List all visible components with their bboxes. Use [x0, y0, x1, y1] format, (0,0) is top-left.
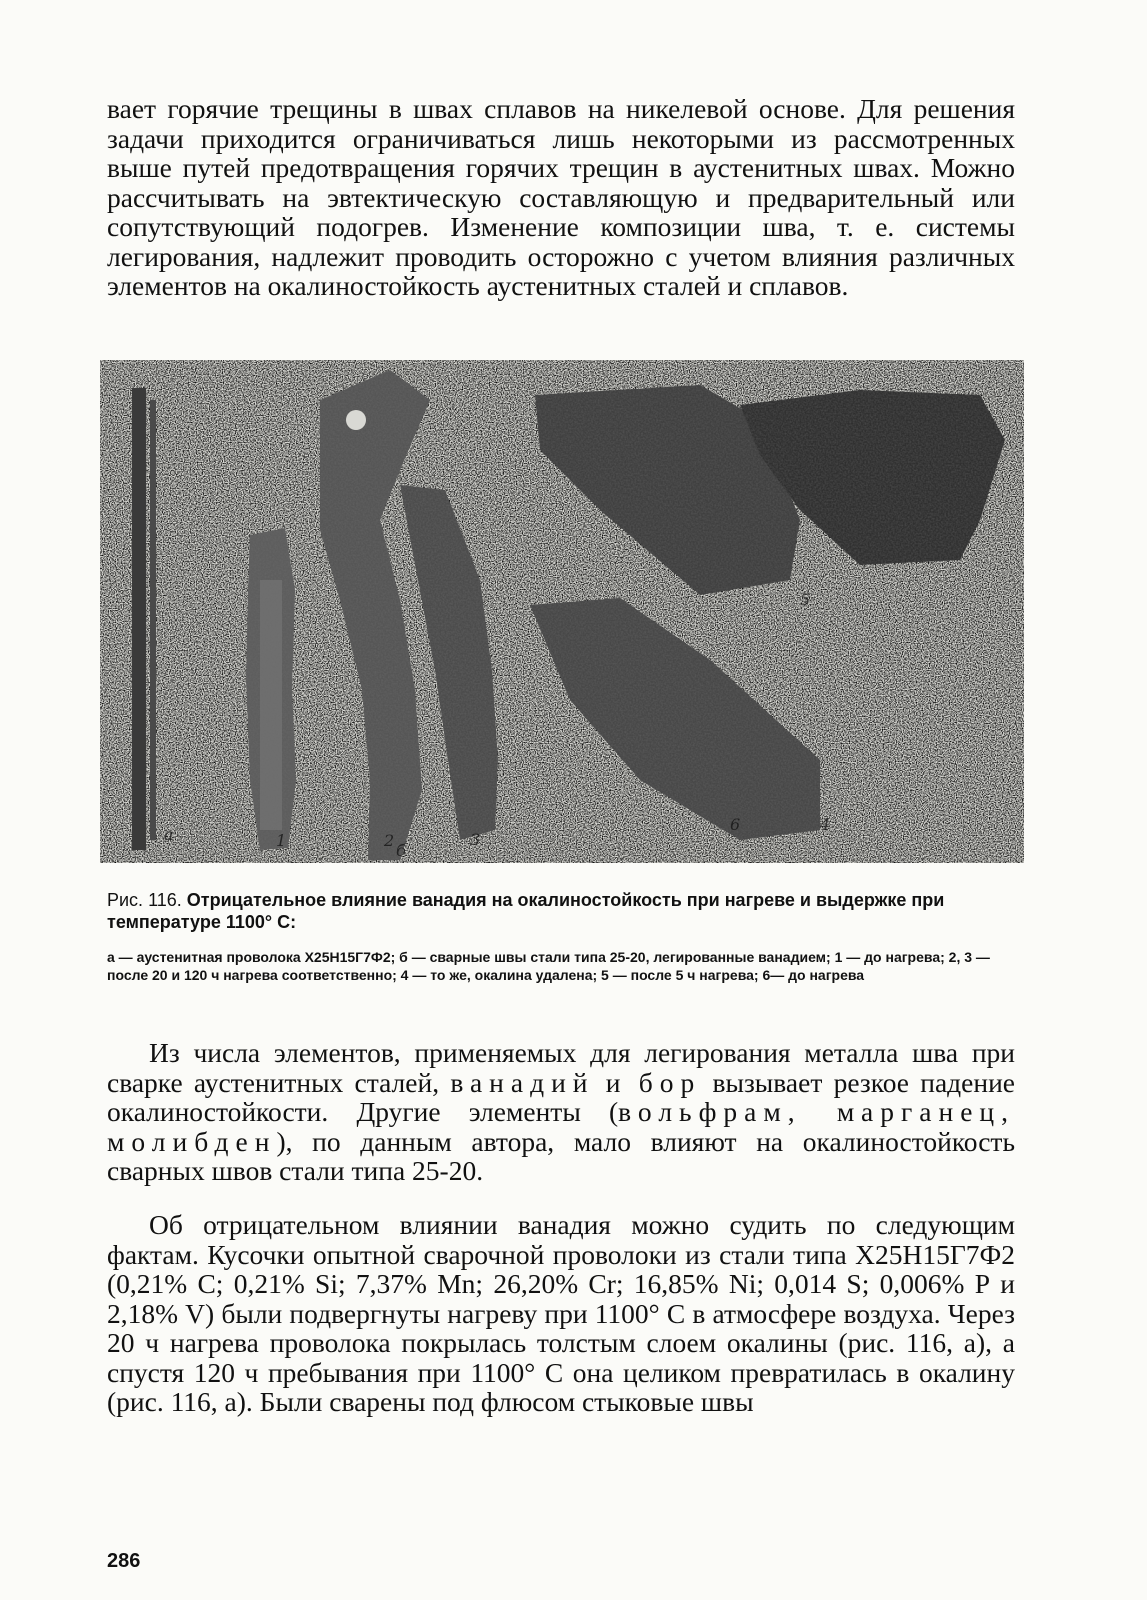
figure-sample-label: 1	[276, 831, 287, 850]
paragraph-2-conj: и	[605, 1066, 628, 1098]
element-boron: бор	[638, 1066, 702, 1098]
paragraph-2-text-1: Из числа элементов, применяемых для легирования металла шва при сварке аустенитных сталей,	[107, 1037, 1015, 1098]
element-vanadium: ванадий	[450, 1066, 595, 1098]
figure-sample-label: б	[396, 841, 406, 860]
figure-caption-text: Отрицательное влияние ванадия на окалиностойкость при нагреве и выдержке при температуре 1100° С:	[107, 890, 945, 932]
figure-sample-label: 2	[384, 831, 395, 850]
paragraph-2-text-3: вызывает резкое падение окалиностойкости. Другие элементы (	[107, 1066, 1016, 1127]
paragraph-2-text-4: ), по данным автора, мало влияют на окалиностойкость сварных швов стали типа 25-20.	[107, 1125, 1015, 1186]
figure-legend: а — аустенитная проволока Х25Н15Г7Ф2; б — сварные швы стали типа 25-20, легированные ванадием; 1 — до нагрева; 2, 3 — после 20 и 120 ч нагрева соответственно; 4 — то же, окалина удалена; 5 — после 5 ч нагрева; 6— до нагрева	[107, 949, 990, 983]
paragraph-3: Об отрицательном влиянии ванадия можно судить по следующим фактам. Кусочки опытной сварочной проволоки из стали типа Х25Н15Г7Ф2 (0,21% С; 0,21% Si; 7,37% Mn; 26,20% Cr; 16,85% Ni; 0,014 S; 0,006% Р и 2,18% V) были подвергнуты нагреву при 1100° С в атмосфере воздуха. Через 20 ч нагрева проволока покрылась толстым слоем окалины (рис. 116, а), а спустя 120 ч пребывания при 1100° С она целиком превратилась в окалину (рис. 116, а). Были сварены под флюсом стыковые швы	[107, 1209, 1015, 1417]
paragraph-top: вает горячие трещины в швах сплавов на никелевой основе. Для решения задачи приходится ограничиваться лишь некоторыми из рассмотренных выше путей предотвращения горячих трещин в аустенитных швах. Можно рассчитывать на эвтектическую составляющую и предварительный или сопутствующий подогрев. Изменение композиции шва, т. е. системы легирования, надлежит проводить осторожно с учетом влияния различных элементов на окалиностойкость аустенитных сталей и сплавов.	[107, 93, 1015, 301]
page-number: 286	[107, 1550, 141, 1572]
figure-caption	[107, 889, 1015, 933]
figure-116-photo	[100, 360, 1024, 863]
figure-sample-label: 5	[800, 590, 811, 609]
paragraph-2	[107, 1038, 1015, 1186]
sample-1	[246, 528, 296, 850]
figure-sample-label: а	[164, 825, 174, 844]
elements-list: вольфрам, марганец, молибден	[107, 1096, 1015, 1157]
photo-svg	[100, 360, 1024, 863]
figure-caption-number: Рис. 116.	[107, 890, 182, 910]
figure-sample-label: 4	[820, 815, 831, 834]
sample-wire-a	[132, 388, 156, 850]
figure-sample-label: 6	[730, 815, 741, 834]
figure-sample-label: 3	[470, 830, 481, 849]
